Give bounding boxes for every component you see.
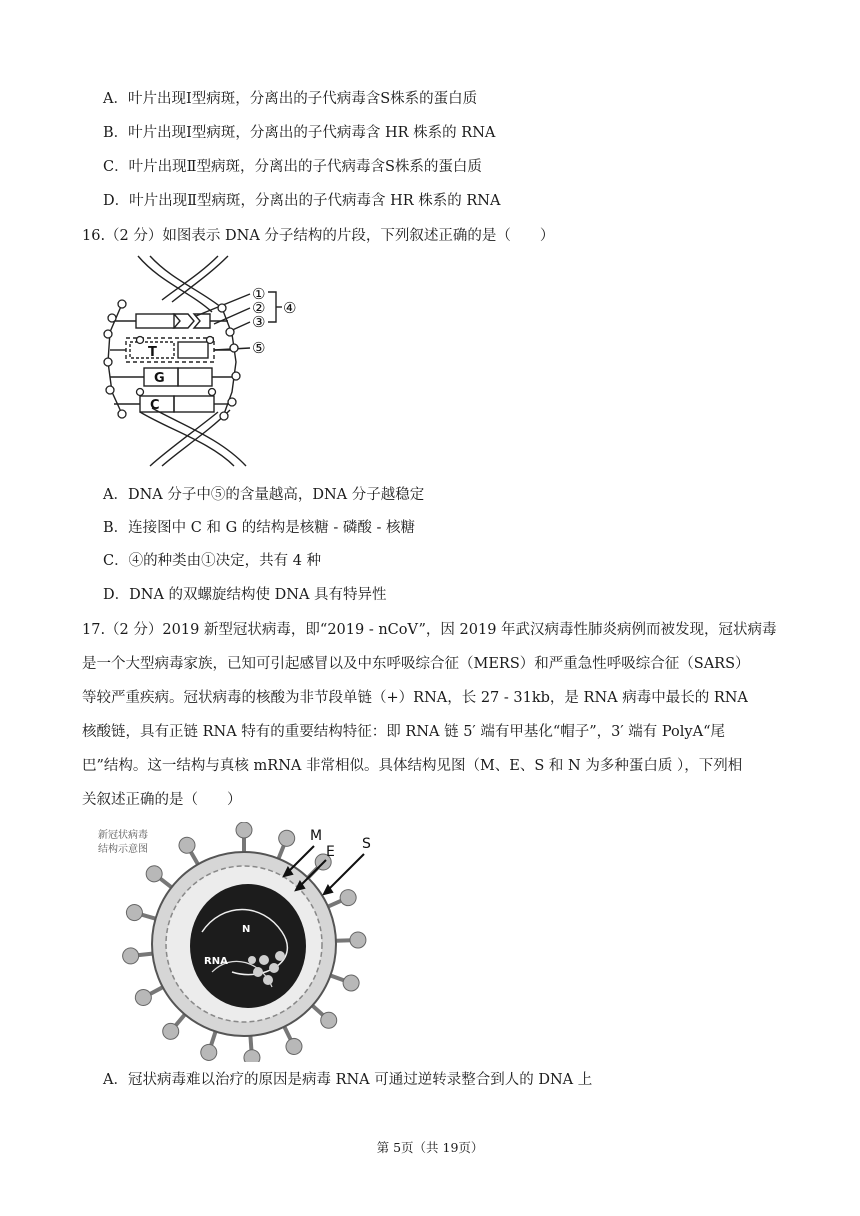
virus-label-e: E <box>326 844 335 860</box>
virus-label-rna: RNA <box>204 956 228 967</box>
dna-label-1: ① <box>252 285 266 303</box>
virus-label-n: N <box>242 924 251 935</box>
virus-label-s: S <box>362 836 371 852</box>
dna-base-t: T <box>148 345 157 360</box>
q16-option-d: D．DNA 的双螺旋结构使 DNA 具有特异性 <box>103 587 387 603</box>
dna-label-4: ④ <box>283 299 297 317</box>
q17-stem-line-2: 是一个大型病毒家族，已知可引起感冒以及中东呼吸综合征（MERS）和严重急性呼吸综合征（SARS） <box>82 656 750 672</box>
q17-stem-line-5: 巴”结构。这一结构与真核 mRNA 非常相似。具体结构见图（M、E、S 和 N 为多种蛋白质 ），下列相 <box>82 758 743 774</box>
q17-stem-line-6: 关叙述正确的是（ ） <box>82 792 242 808</box>
q17-stem-line-1: 17.（2 分）2019 新型冠状病毒，即“2019 - nCoV”，因 2019 年武汉病毒性肺炎病例而被发现，冠状病毒 <box>82 622 777 638</box>
dna-base-c: C <box>150 398 160 413</box>
q15-option-b: B．叶片出现Ⅰ型病斑，分离出的子代病毒含 HR 株系的 RNA <box>103 125 496 141</box>
dna-structure-figure <box>100 252 330 472</box>
q17-stem-line-4: 核酸链，具有正链 RNA 特有的重要结构特征：即 RNA 链 5′ 端有甲基化“帽子”，3′ 端有 PolyA“尾 <box>82 724 725 740</box>
q16-option-b: B．连接图中 C 和 G 的结构是核糖 - 磷酸 - 核糖 <box>103 520 416 536</box>
q16-stem: 16.（2 分）如图表示 DNA 分子结构的片段，下列叙述正确的是（ ） <box>82 228 555 244</box>
virus-label-m: M <box>310 828 323 844</box>
virus-caption-line-2: 结构示意图 <box>98 844 148 855</box>
dna-base-g: G <box>154 371 165 386</box>
q17-option-a: A．冠状病毒难以治疗的原因是病毒 RNA 可通过逆转录整合到人的 DNA 上 <box>103 1072 593 1088</box>
coronavirus-structure-figure <box>92 822 392 1062</box>
q15-option-c: C．叶片出现Ⅱ型病斑，分离出的子代病毒含S株系的蛋白质 <box>103 159 482 175</box>
q16-option-a: A．DNA 分子中⑤的含量越高，DNA 分子越稳定 <box>103 487 425 503</box>
q17-stem-line-3: 等较严重疾病。冠状病毒的核酸为非节段单链（+）RNA，长 27 - 31kb，是 RNA 病毒中最长的 RNA <box>82 690 748 706</box>
q16-option-c: C．④的种类由①决定，共有 4 种 <box>103 553 322 569</box>
q15-option-d: D．叶片出现Ⅱ型病斑，分离出的子代病毒含 HR 株系的 RNA <box>103 193 501 209</box>
dna-label-2: ② <box>252 299 266 317</box>
dna-label-5: ⑤ <box>252 339 266 357</box>
q15-option-a: A．叶片出现Ⅰ型病斑，分离出的子代病毒含S株系的蛋白质 <box>103 91 478 107</box>
virus-caption-line-1: 新冠状病毒 <box>98 830 148 841</box>
dna-label-3: ③ <box>252 313 266 331</box>
page-footer: 第 5页（共 19页） <box>376 1140 484 1155</box>
